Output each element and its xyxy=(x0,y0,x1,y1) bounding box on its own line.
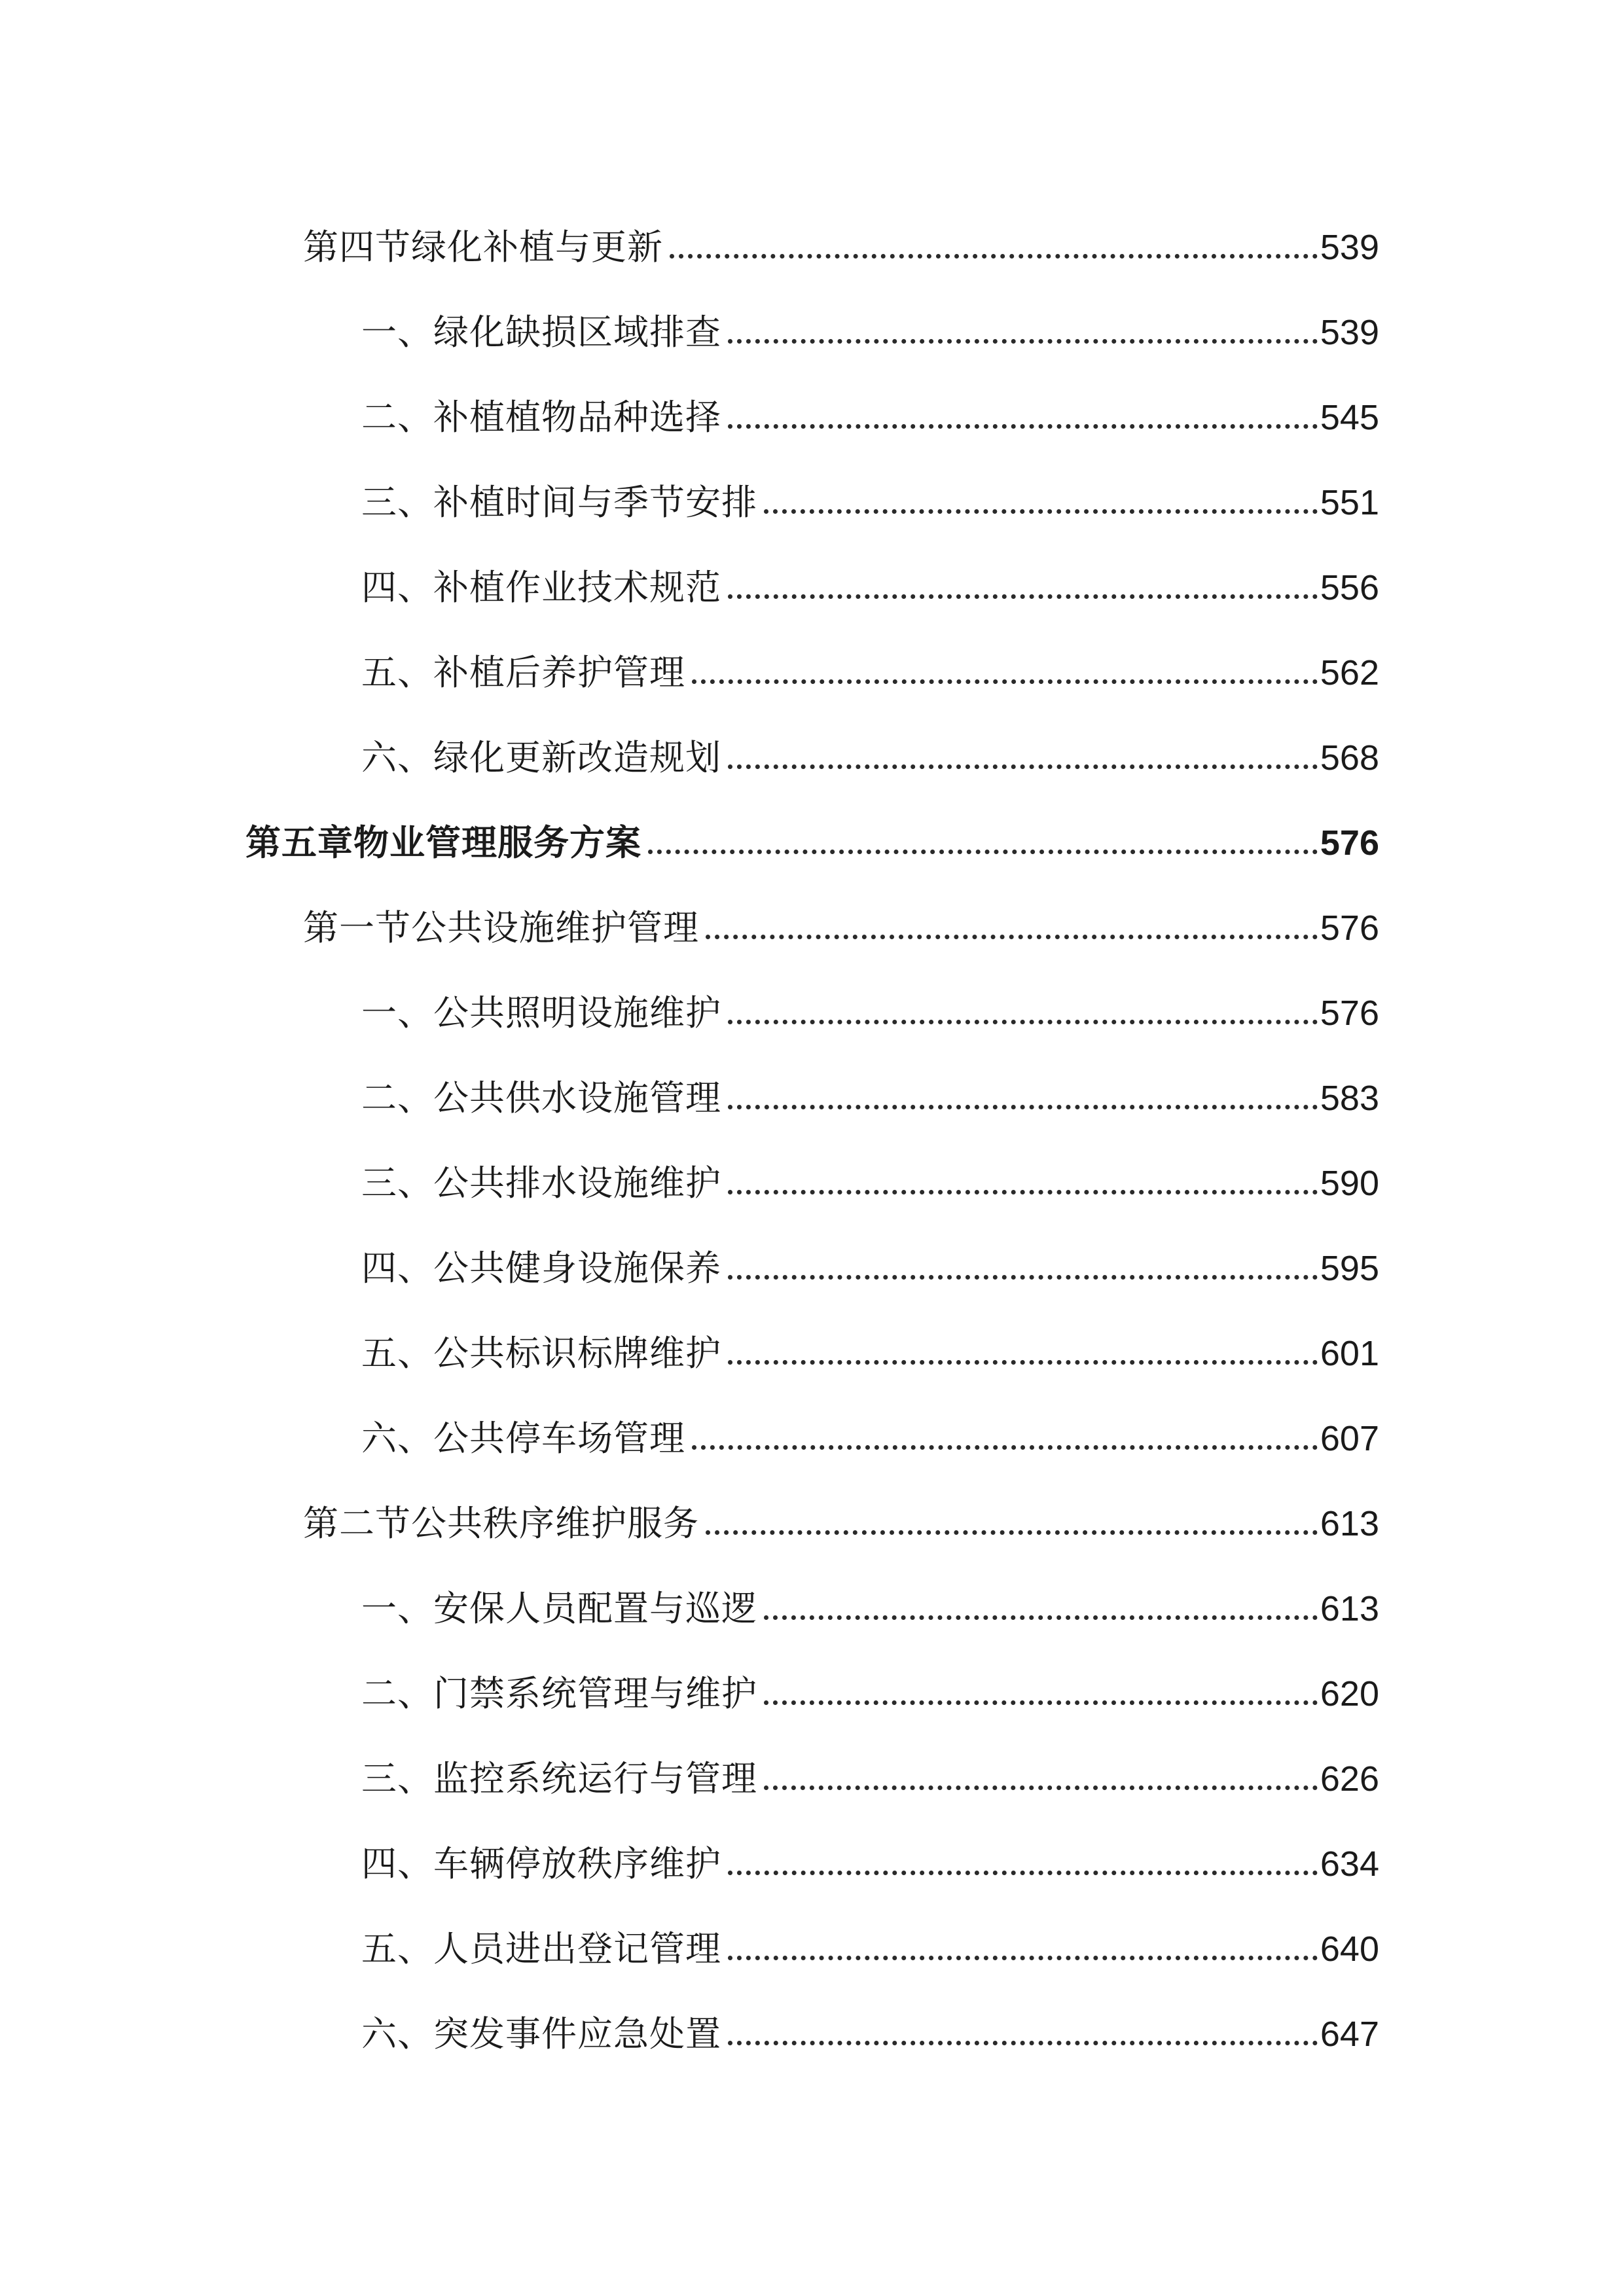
toc-leader-dots xyxy=(764,1615,1318,1620)
toc-entry-item[interactable] xyxy=(361,1312,1379,1374)
toc-entry-item[interactable] xyxy=(361,1227,1379,1289)
toc-page-number: 620 xyxy=(1320,1674,1379,1713)
toc-leader-dots xyxy=(706,1530,1318,1535)
toc-page-number: 539 xyxy=(1320,313,1379,352)
toc-page-number: 613 xyxy=(1320,1589,1379,1628)
toc-leader-dots xyxy=(648,850,1318,854)
toc-entry-title: 五、人员进出登记管理 xyxy=(361,1928,721,1969)
toc-page-number: 539 xyxy=(1320,228,1379,267)
toc-entry-title: 三、公共排水设施维护 xyxy=(361,1162,721,1204)
toc-page-number: 576 xyxy=(1320,908,1379,948)
toc-entry-title: 二、公共供水设施管理 xyxy=(361,1077,721,1119)
toc-entry-item[interactable] xyxy=(361,376,1379,438)
toc-page-number: 551 xyxy=(1320,483,1379,522)
toc-leader-dots xyxy=(728,1105,1318,1109)
toc-entry-item[interactable] xyxy=(361,461,1379,523)
toc-entry-title: 二、门禁系统管理与维护 xyxy=(361,1673,757,1714)
toc-leader-dots xyxy=(728,594,1318,599)
toc-page-number: 613 xyxy=(1320,1504,1379,1543)
toc-entry-item[interactable] xyxy=(361,1823,1379,1882)
toc-entry-title: 一、安保人员配置与巡逻 xyxy=(361,1588,757,1629)
toc-entry-item[interactable] xyxy=(361,1142,1379,1204)
toc-entry-item[interactable] xyxy=(361,1908,1379,1967)
toc-entry-item[interactable] xyxy=(361,1568,1379,1629)
toc-leader-dots xyxy=(728,1956,1318,1960)
toc-entry-title: 第四节绿化补植与更新 xyxy=(303,226,663,268)
toc-entry-title: 三、补植时间与季节安排 xyxy=(361,482,757,523)
toc-page-number: 545 xyxy=(1320,398,1379,437)
toc-entry-item[interactable] xyxy=(361,1993,1379,2052)
toc-entry-title: 第五章物业管理服务方案 xyxy=(245,822,641,863)
toc-page-number: 590 xyxy=(1320,1164,1379,1203)
toc-leader-dots xyxy=(670,254,1318,259)
toc-leader-dots xyxy=(728,1360,1318,1365)
toc-page-number: 583 xyxy=(1320,1079,1379,1118)
toc-entry-title: 二、补植植物品种选择 xyxy=(361,397,721,438)
toc-leader-dots xyxy=(728,1020,1318,1024)
toc-entry-section[interactable] xyxy=(303,887,1379,946)
toc-entry-title: 五、公共标识标牌维护 xyxy=(361,1333,721,1374)
toc-entry-item[interactable] xyxy=(361,1653,1379,1712)
toc-leader-dots xyxy=(728,1190,1318,1194)
toc-entry-title: 四、补植作业技术规范 xyxy=(361,567,721,608)
toc-page-number: 562 xyxy=(1320,653,1379,692)
toc-entry-item[interactable] xyxy=(361,1057,1379,1119)
toc-page-number: 568 xyxy=(1320,738,1379,778)
toc-leader-dots xyxy=(764,509,1318,514)
toc-entry-item[interactable] xyxy=(361,717,1379,776)
toc-entry-section[interactable] xyxy=(303,206,1379,268)
toc-leader-dots xyxy=(706,935,1318,939)
toc-entry-title: 第二节公共秩序维护服务 xyxy=(303,1503,699,1544)
toc-entry-item[interactable] xyxy=(361,972,1379,1031)
toc-page-number: 647 xyxy=(1320,2015,1379,2054)
toc-entry-item[interactable] xyxy=(361,632,1379,691)
toc-page-number: 626 xyxy=(1320,1759,1379,1799)
toc-entry-item[interactable] xyxy=(361,291,1379,353)
toc-page-number: 601 xyxy=(1320,1334,1379,1373)
toc-leader-dots xyxy=(692,1445,1318,1450)
toc-leader-dots xyxy=(728,2041,1318,2045)
toc-page-number: 595 xyxy=(1320,1249,1379,1288)
toc-entry-title: 六、公共停车场管理 xyxy=(361,1418,685,1459)
toc-entry-item[interactable] xyxy=(361,1397,1379,1459)
toc-leader-dots xyxy=(728,1275,1318,1280)
toc-entry-item[interactable] xyxy=(361,1738,1379,1797)
toc-entry-item[interactable] xyxy=(361,547,1379,608)
toc-page-number: 607 xyxy=(1320,1419,1379,1458)
toc-page-number: 640 xyxy=(1320,1929,1379,1969)
toc-entry-title: 六、突发事件应急处置 xyxy=(361,2013,721,2054)
toc-entry-title: 三、监控系统运行与管理 xyxy=(361,1758,757,1799)
toc-entry-section[interactable] xyxy=(303,1482,1379,1544)
toc-entry-title: 五、补植后养护管理 xyxy=(361,652,685,693)
toc-entry-chapter[interactable] xyxy=(245,802,1379,861)
toc-leader-dots xyxy=(728,339,1318,344)
toc-page-number: 556 xyxy=(1320,568,1379,607)
toc-leader-dots xyxy=(764,1700,1318,1705)
toc-leader-dots xyxy=(728,1871,1318,1875)
toc-entry-title: 四、公共健身设施保养 xyxy=(361,1247,721,1289)
toc-entry-title: 第一节公共设施维护管理 xyxy=(303,907,699,948)
toc-entry-title: 一、绿化缺损区域排查 xyxy=(361,312,721,353)
toc-entry-title: 四、车辆停放秩序维护 xyxy=(361,1843,721,1884)
toc-entry-title: 六、绿化更新改造规划 xyxy=(361,737,721,778)
toc-page-number: 576 xyxy=(1320,994,1379,1033)
toc-entry-title: 一、公共照明设施维护 xyxy=(361,992,721,1033)
toc-page-number: 634 xyxy=(1320,1844,1379,1884)
toc-leader-dots xyxy=(728,424,1318,429)
toc-page-number: 576 xyxy=(1320,823,1379,863)
toc-leader-dots xyxy=(764,1785,1318,1790)
toc-leader-dots xyxy=(728,764,1318,769)
toc-leader-dots xyxy=(692,679,1318,684)
